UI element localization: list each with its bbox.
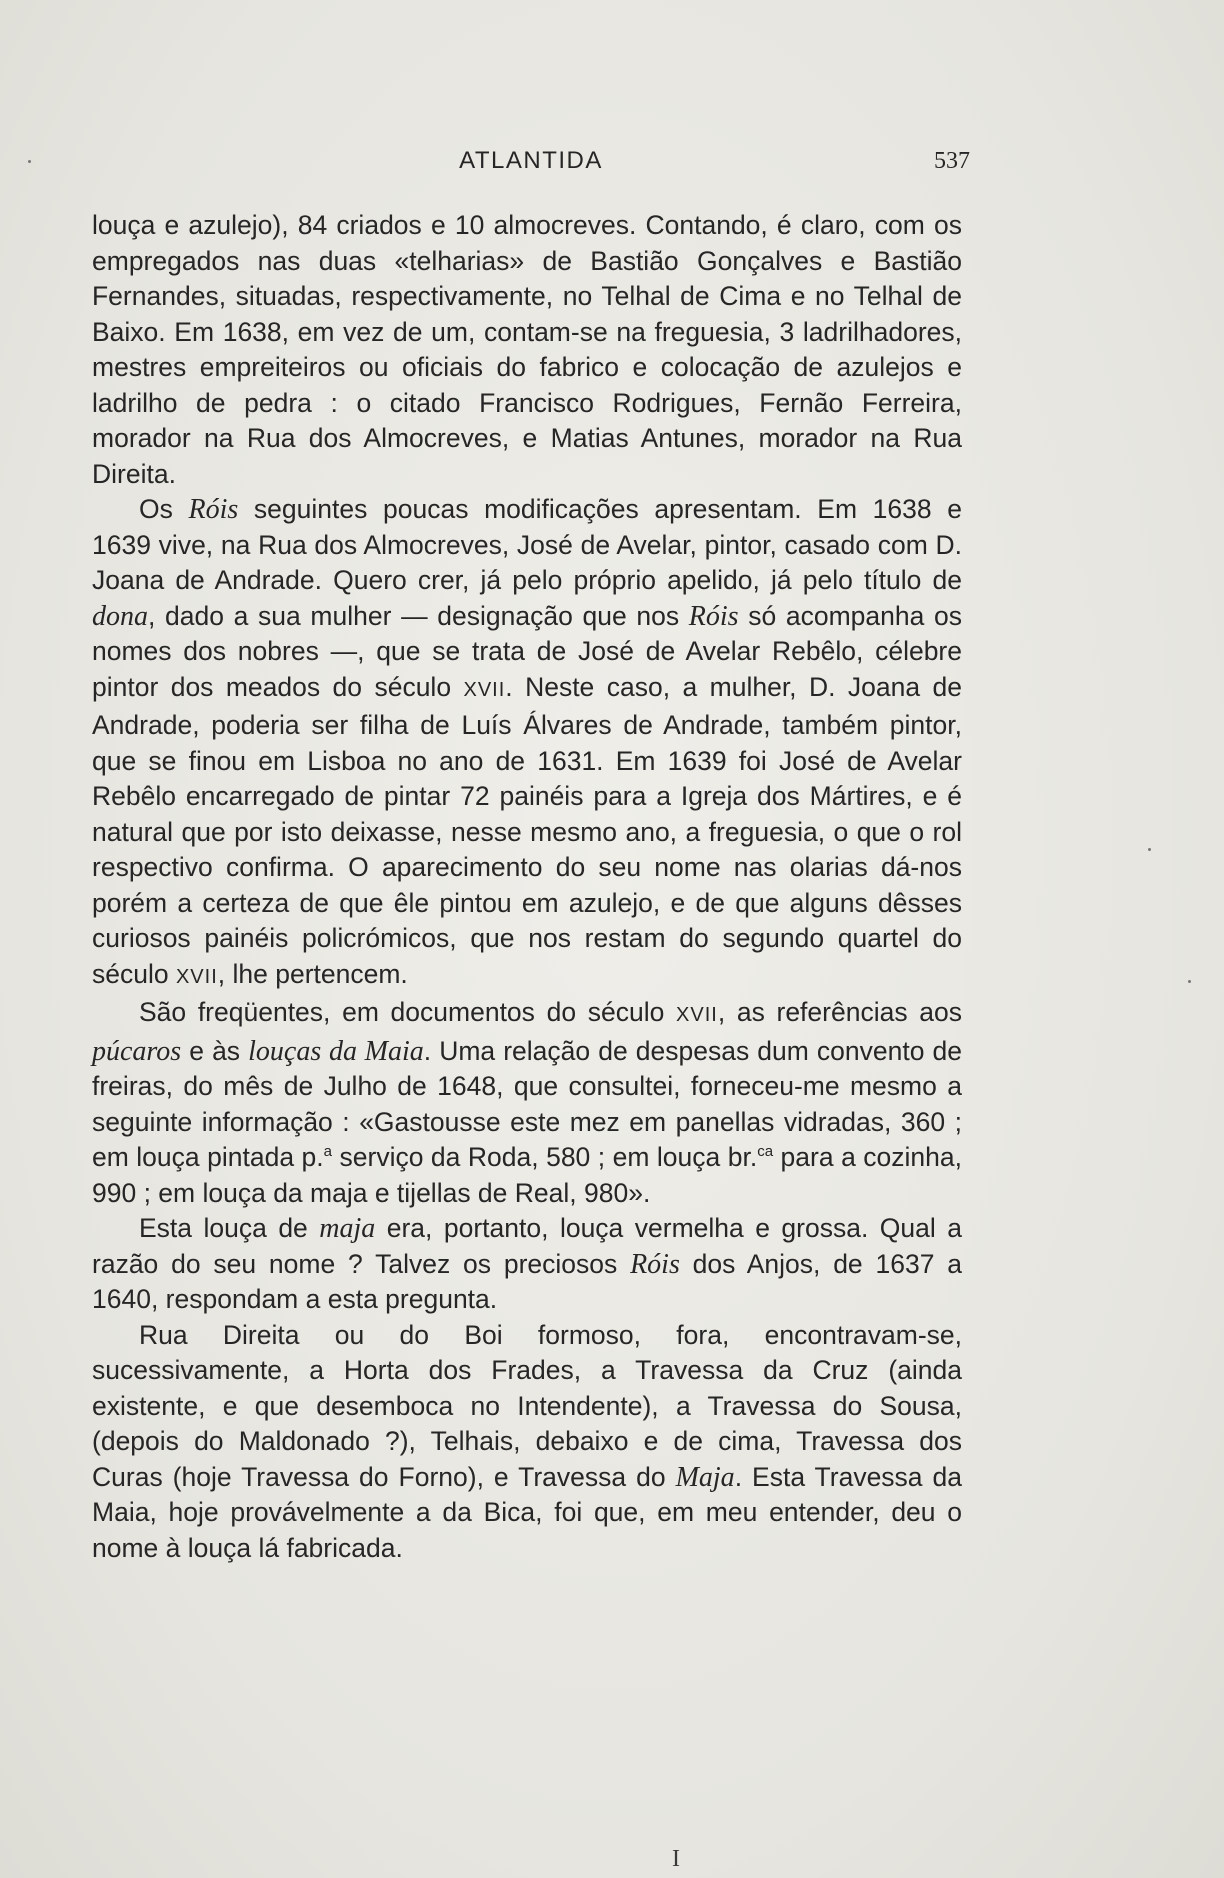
superscript-abbrev: a: [323, 1143, 333, 1161]
text-run: e às: [181, 1035, 249, 1066]
page-number: 537: [934, 148, 970, 174]
paper-speck: [1148, 848, 1151, 851]
paragraph: [92, 1211, 962, 1318]
text-run: . Esta Travessa da Maia, hoje provávelmente a da Bica, foi que, em meu entender, deu o nome à louça lá fabricada.: [92, 1461, 962, 1563]
italic-text: Róis: [188, 494, 239, 525]
superscript-abbrev: ca: [757, 1143, 774, 1161]
paragraph: [92, 208, 962, 492]
italic-text: dona: [92, 600, 148, 632]
text-run: , as referências aos: [717, 997, 962, 1027]
italic-text: púcaros: [92, 1035, 182, 1067]
text-run: . Neste caso, a mulher, D. Joana de Andrade, poderia ser filha de Luís Álvares de Andrade, também pintor, que se finou em Lisboa no ano de 1631. Em 1639 foi José de Avelar Rebêlo encarregado de pintar 72 painéis para a Igreja dos Mártires, e é natural que por isto deixasse, nesse mesmo ano, a freguesia, o que o rol respectivo confirma. O aparecimento do seu nome nas olarias dá-nos porém a certeza de que êle pintou em azulejo, e de que alguns dêsses curiosos painéis policrómicos, que nos restam do segundo quartel do século: [92, 671, 962, 989]
paper-speck: [1188, 980, 1191, 983]
roman-numeral: XVII: [676, 1004, 718, 1026]
text-run: dos Anjos, de 1637 a 1640, respondam a esta pregunta.: [92, 1248, 962, 1314]
text-run: serviço da Roda, 580 ; em louça br.: [332, 1142, 758, 1172]
paragraph: [92, 995, 962, 1211]
text-run: Rua Direita ou do Boi formoso, fora, encontravam-se, sucessivamente, a Horta dos Frades, a Travessa da Cruz (ainda existente, e que desemboca no Intendente), a Travessa do Sousa, (depois do Maldonado ?), Telhais, debaixo e de cima, Travessa dos Curas (hoje Travessa do Forno), e Travessa do: [92, 1319, 962, 1492]
paragraph: [92, 492, 962, 995]
italic-text: Róis: [630, 1248, 680, 1280]
running-head: [92, 146, 970, 176]
italic-text: Róis: [688, 600, 739, 632]
text-run: só acompanha os nomes dos nobres —, que se trata de José de Avelar Rebêlo, célebre pintor dos meados do século: [92, 600, 962, 702]
running-title: ATLANTIDA: [459, 147, 603, 174]
text-run: louça e azulejo), 84 criados e 10 almocreves. Contando, é claro, com os empregados nas duas «telharias» de Bastião Gonçalves e Bastião Fernandes, situadas, respectivamente, no Telhal de Cima e no Telhal de Baixo. Em 1638, em vez de um, contam-se na freguesia, 3 ladrilhadores, mestres empreiteiros ou oficiais do fabrico e colocação de azulejos e ladrilho de pedra : o citado Francisco Rodrigues, Fernão Ferreira, morador na Rua dos Almocreves, e Matias Antunes, morador na Rua Direita.: [92, 210, 962, 489]
text-run: . Uma relação de despesas dum convento de freiras, do mês de Julho de 1648, que consultei, forneceu-me mesmo a seguinte informação : «Gastousse este mez em panellas vidradas, 360 ; em louça pintada p.: [92, 1035, 962, 1172]
body-text: [92, 208, 962, 1566]
roman-numeral: XVII: [175, 965, 218, 988]
roman-numeral: XVII: [463, 678, 506, 701]
text-run: era, portanto, louça vermelha e grossa. Qual a razão do seu nome ? Talvez os preciosos: [92, 1213, 962, 1279]
text-run: para a cozinha, 990 ; em louça da maja e tijellas de Real, 980».: [92, 1142, 963, 1208]
text-run: São freqüentes, em documentos do século: [139, 997, 677, 1027]
paragraph: [92, 1318, 962, 1567]
italic-text: louças da Maia: [248, 1035, 424, 1067]
text-run: seguintes poucas modificações apresentam. Em 1638 e 1639 vive, na Rua dos Almocreves, José de Avelar, pintor, casado com D. Joana de Andrade. Quero crer, já pelo próprio apelido, já pelo título de: [92, 494, 962, 595]
text-run: , dado a sua mulher — designação que nos: [148, 600, 689, 631]
italic-text: Maja: [675, 1461, 735, 1493]
text-run: Esta louça de: [139, 1213, 320, 1243]
italic-text: maja: [319, 1213, 376, 1244]
paper-speck: [28, 160, 31, 163]
text-run: Os: [139, 494, 189, 524]
text-run: , lhe pertencem.: [217, 958, 408, 989]
footer-mark: I: [672, 1846, 680, 1872]
